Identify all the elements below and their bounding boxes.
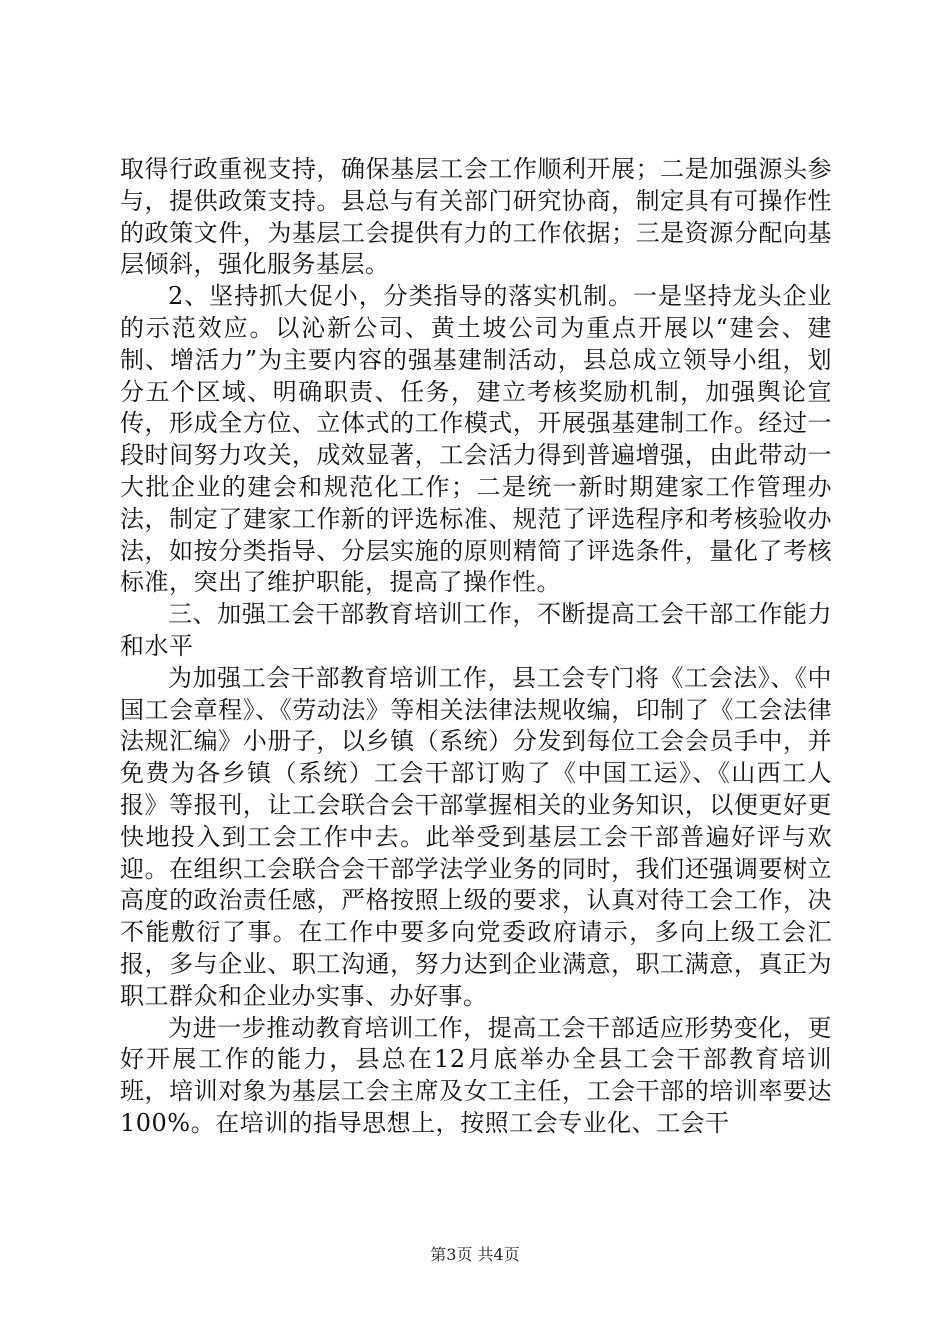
paragraph-training-2: 为进一步推动教育培训工作，提高工会干部适应形势变化，更好开展工作的能力，县总在12月底举办全县工会干部教育培训班，培训对象为基层工会主席及女工主任，工会干部的培训率要达100%。在培训的指导思想上，按照工会专业化、工会干: [120, 1013, 832, 1137]
paragraph-training-1: 为加强工会干部教育培训工作，县工会专门将《工会法》、《中国工会章程》、《劳动法》等相关法律法规收编，印制了《工会法律法规汇编》小册子，以乡镇（系统）分发到每位工会会员手中，并免费为各乡镇（系统）工会干部订购了《中国工运》、《山西工人报》等报刊，让工会联合会干部掌握相关的业务知识，以便更好更快地投入到工会工作中去。此举受到基层工会干部普遍好评与欢迎。在组织工会联合会干部学法学业务的同时，我们还强调要树立高度的政治责任感，严格按照上级的要求，认真对待工会工作，决不能敷衍了事。在工作中要多向党委政府请示，多向上级工会汇报，多与企业、职工沟通，努力达到企业满意，职工满意，真正为职工群众和企业办实事、办好事。: [120, 663, 832, 1010]
document-body: [120, 154, 832, 1140]
page-footer: 第3页 共4页: [430, 1245, 520, 1264]
paragraph-continuation: 取得行政重视支持，确保基层工会工作顺利开展；二是加强源头参与，提供政策支持。县总与有关部门研究协商，制定具有可操作性的政策文件，为基层工会提供有力的工作依据；三是资源分配向基层倾斜，强化服务基层。: [120, 155, 832, 279]
section-heading-3: 三、加强工会干部教育培训工作，不断提高工会干部工作能力和水平: [120, 600, 832, 660]
paragraph-item-2: 2、坚持抓大促小，分类指导的落实机制。一是坚持龙头企业的示范效应。以沁新公司、黄土坡公司为重点开展以“建会、建制、增活力”为主要内容的强基建制活动，县总成立领导小组，划分五个区域、明确职责、任务，建立考核奖励机制，加强舆论宣传，形成全方位、立体式的工作模式，开展强基建制工作。经过一段时间努力攻关，成效显著，工会活力得到普遍增强，由此带动一大批企业的建会和规范化工作；二是统一新时期建家工作管理办法，制定了建家工作新的评选标准、规范了评选程序和考核验收办法，如按分类指导、分层实施的原则精简了评选条件，量化了考核标准，突出了维护职能，提高了操作性。: [120, 282, 832, 597]
